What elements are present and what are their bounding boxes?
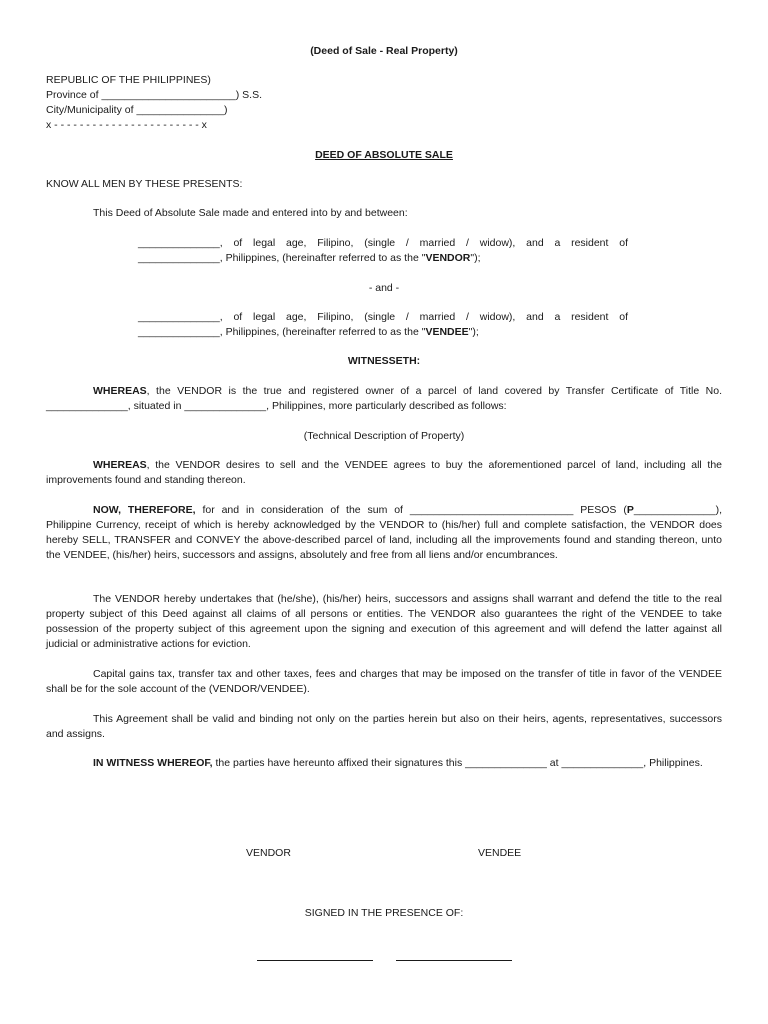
- vendee-party-line2-post: ");: [468, 326, 479, 338]
- header-province: Province of _______________________) S.S.: [46, 89, 263, 101]
- whereas-paragraph-1: [46, 384, 722, 414]
- now-therefore-text-2: ______________), Philippine Currency, receipt of which is hereby acknowledged by the VENDOR to (his/her) full and complete satisfaction, the VENDOR does hereby SELL, TRANSFER and CONVEY the above-described parcel of land, including all the improvements found and standing thereon, unto the VENDEE, (his/her) heirs, successors and assigns, absolutely and free from all liens and/or encumbrances.: [46, 504, 723, 561]
- vendee-party-line1: ______________, of legal age, Filipino, (single / married / widow), and a resident of: [138, 311, 628, 323]
- now-therefore-paragraph: [46, 503, 722, 563]
- vendee-party-line2-pre: ______________, Philippines, (hereinafter referred to as the ": [138, 326, 426, 338]
- and-separator: - and -: [368, 282, 400, 294]
- in-witness-paragraph: [46, 756, 722, 771]
- vendor-signature-label: VENDOR: [246, 847, 291, 859]
- whereas-1-text: , the VENDOR is the true and registered owner of a parcel of land covered by Transfer Certificate of Title No. ______________, situated in ______________, Philippines, more particularly described as follows:: [46, 385, 722, 412]
- vendor-party-line2-post: ");: [470, 252, 481, 264]
- vendee-signature-label: VENDEE: [478, 847, 522, 859]
- vendor-party-line2: [138, 251, 628, 266]
- header-separator: x - - - - - - - - - - - - - - - - - - - - - - - x: [46, 119, 207, 131]
- vendor-party-line2-pre: ______________, Philippines, (hereinafter referred to as the ": [138, 252, 426, 264]
- header-city: City/Municipality of _______________): [46, 104, 228, 116]
- peso-sign: P: [626, 504, 634, 516]
- know-all-men: KNOW ALL MEN BY THESE PRESENTS:: [46, 178, 243, 190]
- whereas-1-lead: WHEREAS: [93, 385, 147, 397]
- vendee-label-inline: VENDEE: [425, 326, 469, 338]
- taxes-paragraph: Capital gains tax, transfer tax and other taxes, fees and charges that may be imposed on the transfer of title in favor of the VENDEE shall be for the sole account of the (VENDOR/VENDEE).: [46, 668, 722, 695]
- vendor-label-inline: VENDOR: [425, 252, 471, 264]
- witness-signature-line-1: [257, 960, 373, 961]
- in-witness-text: the parties have hereunto affixed their signatures this ______________ at ______________, Philippines.: [212, 757, 703, 769]
- whereas-paragraph-2: [46, 458, 722, 488]
- intro-paragraph: This Deed of Absolute Sale made and entered into by and between:: [93, 207, 408, 219]
- deed-heading: DEED OF ABSOLUTE SALE: [315, 149, 453, 161]
- warranty-paragraph: The VENDOR hereby undertakes that (he/she), (his/her) heirs, successors and assigns shall warrant and defend the title to the real property subject of this Deed against all claims of all persons or entities. The VENDOR also guarantees the right of the VENDEE to take possession of the property subject of this agreement upon the signing and execution of this agreement and will defend the latter against all judicial or administrative actions for eviction.: [46, 593, 722, 650]
- binding-paragraph: This Agreement shall be valid and binding not only on the parties herein but also on their heirs, agents, representatives, successors and assigns.: [46, 713, 722, 740]
- document-title: (Deed of Sale - Real Property): [310, 45, 458, 57]
- technical-description: (Technical Description of Property): [303, 430, 465, 442]
- now-therefore-text-1: for and in consideration of the sum of ____________________________ PESOS (: [195, 504, 627, 516]
- whereas-2-lead: WHEREAS: [93, 459, 147, 471]
- vendee-party-line2: [138, 325, 628, 340]
- witness-signature-line-2: [396, 960, 512, 961]
- now-therefore-lead: NOW, THEREFORE,: [93, 504, 196, 516]
- whereas-2-text: , the VENDOR desires to sell and the VENDEE agrees to buy the aforementioned parcel of land, including all the improvements found and standing thereon.: [46, 459, 722, 486]
- witnesseth-heading: WITNESSETH:: [347, 355, 421, 367]
- signed-in-presence: SIGNED IN THE PRESENCE OF:: [304, 907, 464, 919]
- in-witness-lead: IN WITNESS WHEREOF,: [93, 757, 213, 769]
- vendor-party-line1: ______________, of legal age, Filipino, (single / married / widow), and a resident of: [138, 237, 628, 249]
- header-republic: REPUBLIC OF THE PHILIPPINES): [46, 74, 211, 86]
